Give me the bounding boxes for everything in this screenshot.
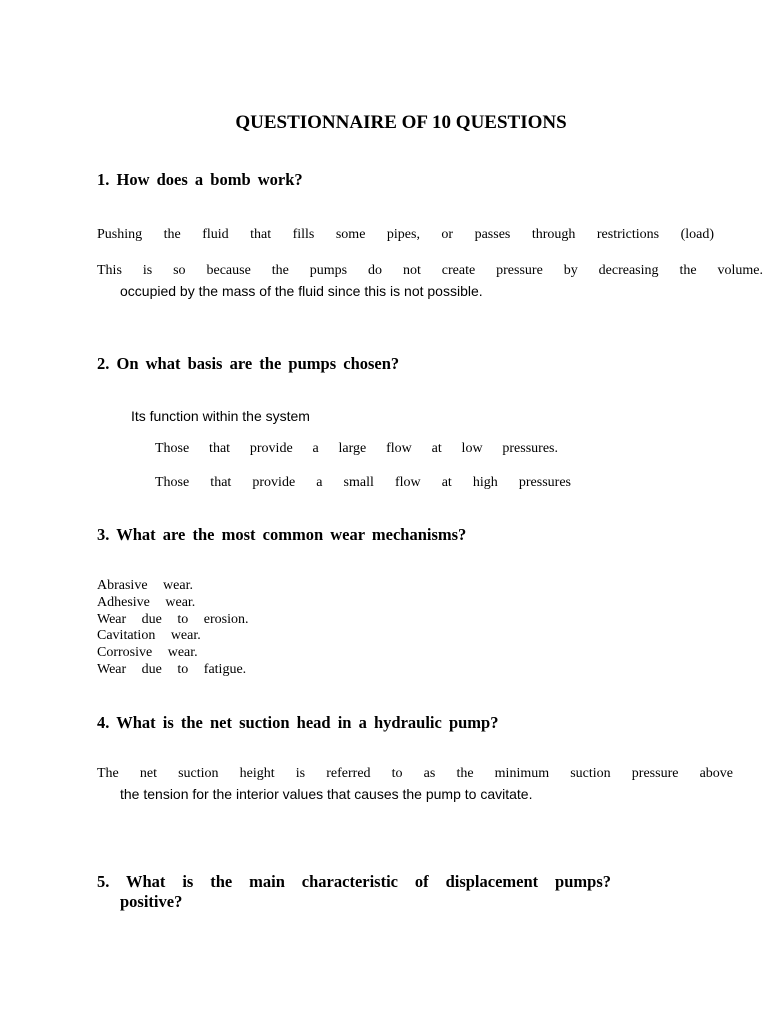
question-2: 2. On what basis are the pumps chosen? bbox=[97, 354, 400, 373]
answer-1-line-3: occupied by the mass of the fluid since this is not possible. bbox=[120, 283, 483, 299]
list-item: Adhesive wear. bbox=[97, 594, 196, 610]
list-item: Wear due to fatigue. bbox=[97, 661, 247, 677]
answer-1-line-2: This is so because the pumps do not create pressure by decreasing the volume. bbox=[97, 263, 763, 278]
answer-2-line-1: Its function within the system bbox=[131, 408, 310, 424]
list-item: Corrosive wear. bbox=[97, 645, 198, 661]
answer-2-line-2: Those that provide a large flow at low pressures. bbox=[155, 441, 558, 456]
answer-4-line-1: The net suction height is referred to as the minimum suction pressure above bbox=[97, 766, 733, 781]
question-4: 4. What is the net suction head in a hydraulic pump? bbox=[97, 713, 499, 732]
question-1: 1. How does a bomb work? bbox=[97, 170, 303, 189]
answer-4-line-2: the tension for the interior values that causes the pump to cavitate. bbox=[120, 786, 533, 802]
wear-mechanisms-list bbox=[97, 578, 249, 679]
document-title: QUESTIONNAIRE OF 10 QUESTIONS bbox=[235, 112, 567, 133]
answer-1-line-1: Pushing the fluid that fills some pipes, or passes through restrictions (load) bbox=[97, 227, 714, 242]
list-item: Abrasive wear. bbox=[97, 578, 193, 593]
list-item: Wear due to erosion. bbox=[97, 611, 249, 627]
question-5: 5. What is the main characteristic of displacement pumps? bbox=[97, 872, 611, 891]
list-item: Cavitation wear. bbox=[97, 628, 201, 644]
question-5-continuation: positive? bbox=[120, 892, 183, 911]
answer-2-line-3: Those that provide a small flow at high pressures bbox=[155, 475, 571, 490]
question-3: 3. What are the most common wear mechanisms? bbox=[97, 525, 467, 544]
